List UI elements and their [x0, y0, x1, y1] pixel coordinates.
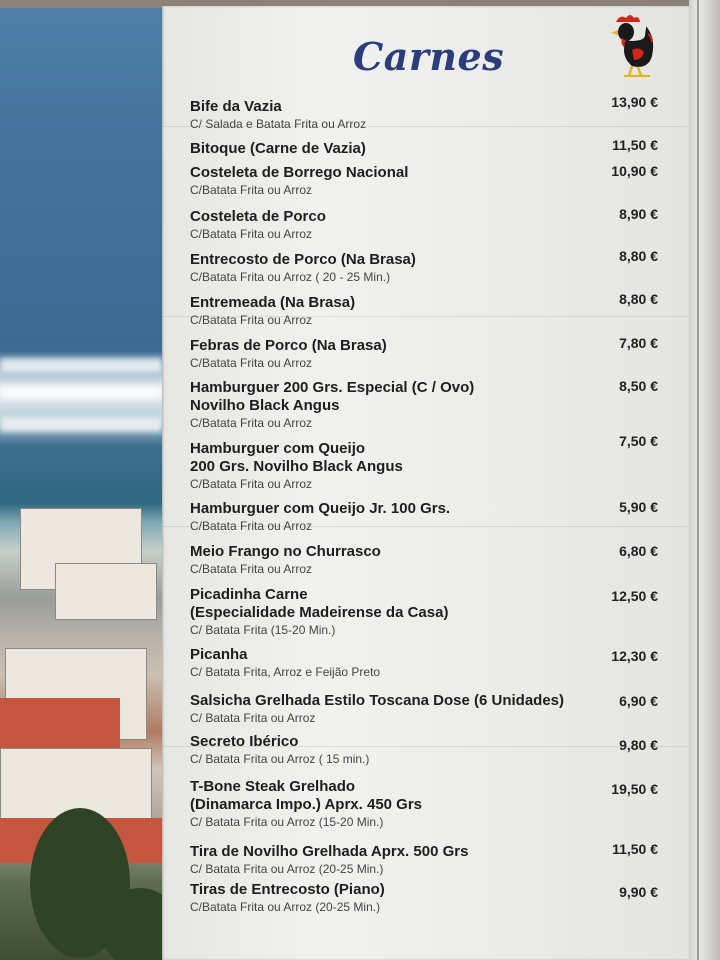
- menu-item: [190, 379, 610, 430]
- item-price: 10,90 €: [611, 163, 658, 179]
- item-price: 8,50 €: [619, 378, 658, 394]
- item-name: Entrecosto de Porco (Na Brasa): [190, 251, 416, 268]
- menu-item: [190, 586, 610, 637]
- item-description: C/Batata Frita ou Arroz (20-25 Min.): [190, 900, 381, 914]
- menu-sleeve-edge: [689, 0, 720, 960]
- menu-item: [190, 733, 610, 766]
- menu-item: [190, 500, 610, 533]
- menu-item: [190, 646, 610, 679]
- item-price: 8,80 €: [619, 248, 658, 264]
- item-description: C/ Batata Frita ou Arroz: [190, 711, 316, 725]
- item-name: Entremeada (Na Brasa): [190, 294, 356, 311]
- item-price: 9,90 €: [619, 884, 658, 900]
- item-name: Picadinha Carne (Especialidade Madeirense da Casa): [190, 586, 449, 621]
- item-name: Hamburguer 200 Grs. Especial (C / Ovo) Novilho Black Angus: [190, 379, 475, 414]
- item-description: C/Batata Frita ou Arroz: [190, 227, 313, 241]
- item-description: C/Batata Frita ou Arroz: [190, 183, 313, 197]
- item-price: 6,80 €: [619, 543, 658, 559]
- rooster-icon: [602, 12, 658, 82]
- item-name: Hamburguer com Queijo Jr. 100 Grs.: [190, 500, 451, 517]
- item-description: C/ Batata Frita ou Arroz ( 15 min.): [190, 752, 370, 766]
- item-name: Picanha: [190, 646, 248, 663]
- item-price: 5,90 €: [619, 499, 658, 515]
- item-price: 7,50 €: [619, 433, 658, 449]
- item-description: C/Batata Frita ou Arroz ( 20 - 25 Min.): [190, 270, 391, 284]
- item-description: C/Batata Frita ou Arroz: [190, 356, 313, 370]
- item-description: C/ Salada e Batata Frita ou Arroz: [190, 117, 367, 131]
- item-price: 11,50 €: [612, 137, 658, 153]
- item-name: Tira de Novilho Grelhada Aprx. 500 Grs: [190, 843, 469, 860]
- item-name: Bitoque (Carne de Vazia): [190, 140, 366, 157]
- item-name: Bife da Vazia: [190, 98, 282, 115]
- menu-item: [190, 164, 610, 197]
- menu-item: [190, 140, 610, 158]
- menu-item: [190, 543, 610, 576]
- item-price: 8,80 €: [619, 291, 658, 307]
- menu-item: [190, 294, 610, 327]
- item-description: C/Batata Frita ou Arroz: [190, 416, 313, 430]
- item-name: Febras de Porco (Na Brasa): [190, 337, 387, 354]
- page-title: Carnes: [353, 34, 505, 79]
- item-price: 7,80 €: [619, 335, 658, 351]
- item-description: C/Batata Frita ou Arroz: [190, 313, 313, 327]
- menu-item: [190, 251, 610, 284]
- item-name: Salsicha Grelhada Estilo Toscana Dose (6 Unidades): [190, 692, 565, 709]
- item-price: 12,50 €: [611, 588, 658, 604]
- coastline-photo: [0, 8, 162, 960]
- item-description: C/ Batata Frita, Arroz e Feijão Preto: [190, 665, 381, 679]
- menu-item: [190, 98, 610, 131]
- menu-item: [190, 692, 620, 725]
- menu-item: [190, 440, 610, 491]
- item-name: T-Bone Steak Grelhado (Dinamarca Impo.) Aprx. 450 Grs: [190, 778, 423, 813]
- item-description: C/Batata Frita ou Arroz: [190, 519, 313, 533]
- item-price: 12,30 €: [611, 648, 658, 664]
- item-price: 6,90 €: [619, 693, 658, 709]
- menu-item: [190, 337, 610, 370]
- menu-item: [190, 843, 610, 876]
- item-price: 9,80 €: [619, 737, 658, 753]
- item-name: Hamburguer com Queijo 200 Grs. Novilho Black Angus: [190, 440, 403, 475]
- item-description: C/Batata Frita ou Arroz: [190, 477, 313, 491]
- item-name: Costeleta de Borrego Nacional: [190, 164, 409, 181]
- menu-item: [190, 778, 610, 829]
- item-price: 8,90 €: [619, 206, 658, 222]
- item-name: Costeleta de Porco: [190, 208, 326, 225]
- item-description: C/Batata Frita ou Arroz: [190, 562, 313, 576]
- item-description: C/ Batata Frita ou Arroz (20-25 Min.): [190, 862, 384, 876]
- item-name: Tiras de Entrecosto (Piano): [190, 881, 385, 898]
- menu-item: [190, 208, 610, 241]
- item-price: 19,50 €: [611, 781, 658, 797]
- item-price: 13,90 €: [611, 94, 658, 110]
- item-description: C/ Batata Frita ou Arroz (15-20 Min.): [190, 815, 384, 829]
- item-price: 11,50 €: [612, 841, 658, 857]
- item-name: Secreto Ibérico: [190, 733, 299, 750]
- menu-item: [190, 881, 610, 914]
- item-description: C/ Batata Frita (15-20 Min.): [190, 623, 336, 637]
- item-name: Meio Frango no Churrasco: [190, 543, 381, 560]
